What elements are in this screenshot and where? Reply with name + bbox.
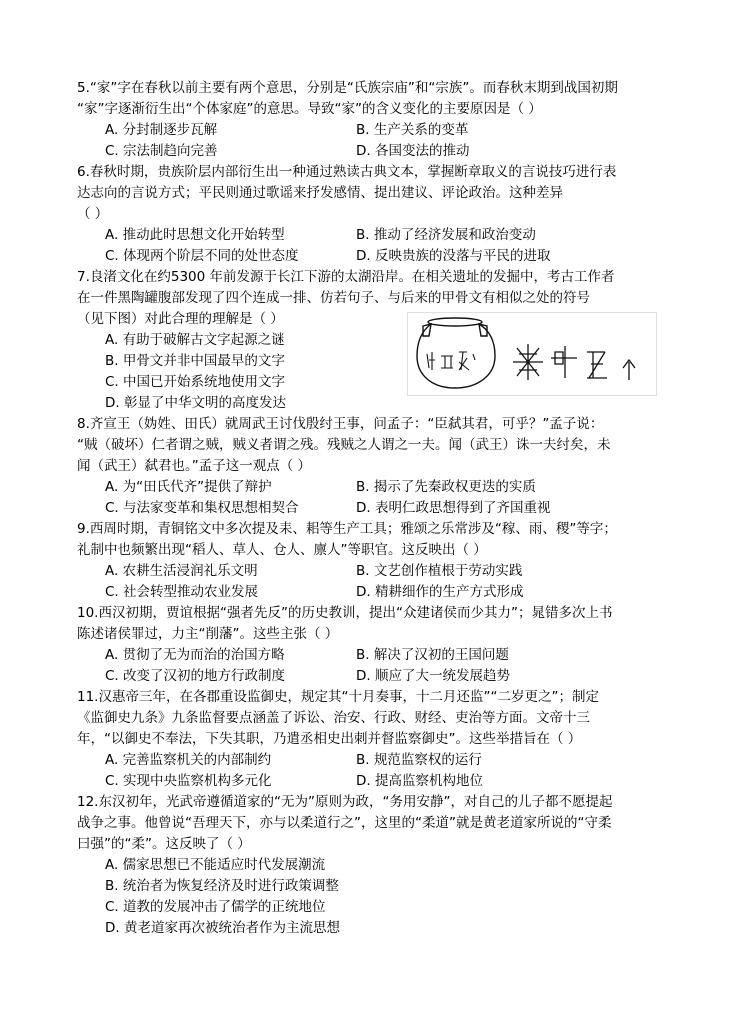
q6-stem-line-3: （ ） <box>77 206 109 222</box>
q9-option-d: D. 精耕细作的生产方式形成 <box>356 584 524 600</box>
q12-option-b: B. 统治者为恢复经济及时进行政策调整 <box>105 878 339 894</box>
jar-inscription-marks <box>427 352 475 370</box>
q7-option-b: B. 甲骨文并非中国最早的文字 <box>105 353 285 369</box>
q10-option-b: B. 解决了汉初的王国问题 <box>356 647 509 663</box>
q10-stem-line-2: 陈述诸侯罪过，力主“削藩”。这些主张（ ） <box>77 626 339 642</box>
q10-option-c: C. 改变了汉初的地方行政制度 <box>105 668 286 684</box>
q6-option-c: C. 体现两个阶层不同的处世态度 <box>105 248 299 264</box>
q7-stem-line-2: 在一件黑陶罐腹部发现了四个连成一排、仿若句子、与后来的甲骨文有相似之处的符号 <box>77 290 590 306</box>
q12-stem-line-1: 12.东汉初年，光武帝遵循道家的“无为”原则为政，“务用安静”，对自己的儿子都不愿提起 <box>77 794 613 810</box>
q11-stem-line-1: 11.汉惠帝三年，在各郡重设监御史，规定其“十月奏事，十二月还监”“二岁更之”；制定 <box>77 689 599 705</box>
q9-option-a: A. 农耕生活浸润礼乐文明 <box>105 563 258 579</box>
q9-stem-line-2: 礼制中也频繁出现“稻人、草人、仓人、廪人”等职官。这反映出（ ） <box>77 542 487 558</box>
q11-option-c: C. 实现中央监察机构多元化 <box>105 773 272 789</box>
pottery-jar-drawing <box>417 318 495 388</box>
pottery-jar-symbols-figure <box>407 312 657 396</box>
q6-option-d: D. 反映贵族的没落与平民的进取 <box>356 248 551 264</box>
q7-stem-line-1: 7.良渚文化在约5300 年前发源于长江下游的太湖沿岸。在相关遗址的发掘中，考古工作者 <box>77 269 615 285</box>
q8-stem-line-2: “贼（破坏）仁者谓之贼，贼义者谓之残。残贼之人谓之一夫。闻（武王）诛一夫纣矣，未 <box>77 437 611 453</box>
q5-stem-line-1: 5.“家”字在春秋以前主要有两个意思，分别是“氏族宗庙”和“宗族”。而春秋末期到战国初期 <box>77 80 618 96</box>
q6-stem-line-1: 6.春秋时期，贵族阶层内部衍生出一种通过熟读古典文本，掌握断章取义的言说技巧进行表 <box>77 164 617 180</box>
q9-stem-line-1: 9.西周时期，青铜铭文中多次提及耒、耜等生产工具；雅颂之乐常涉及“稼、雨、稷”等字； <box>77 521 617 537</box>
q5-option-a: A. 分封制逐步瓦解 <box>105 122 218 138</box>
q8-stem-line-3: 闻（武王）弑君也。”孟子这一观点（ ） <box>77 458 312 474</box>
q8-option-c: C. 与法家变革和集权思想相契合 <box>105 500 299 516</box>
q5-stem-line-2: “家”字逐渐衍生出“个体家庭”的意思。导致“家”的含义变化的主要原因是（ ） <box>77 101 542 117</box>
q12-stem-line-3: 曰强”的“柔”。这反映了（ ） <box>77 836 251 852</box>
q8-option-b: B. 揭示了先秦政权更迭的实质 <box>356 479 536 495</box>
q10-stem-line-1: 10.西汉初期，贾谊根据“强者先反”的历史教训，提出“众建诸侯而少其力”；晁错多次上书 <box>77 605 613 621</box>
q11-option-a: A. 完善监察机关的内部制约 <box>105 752 272 768</box>
q7-option-d: D. 彰显了中华文明的高度发达 <box>105 395 286 411</box>
q7-option-a: A. 有助于破解古文字起源之谜 <box>105 332 285 348</box>
q7-stem-line-3: （见下图）对此合理的理解是（ ） <box>77 311 284 327</box>
q12-stem-line-2: 战争之事。他曾说“吾理天下，亦与以柔道行之”，这里的“柔道”就是黄老道家所说的“守柔 <box>77 815 612 831</box>
q11-stem-line-2: 《监御史九条》九条监督要点涵盖了诉讼、治安、行政、财经、吏治等方面。文帝十三 <box>77 710 590 726</box>
symbol-star-mesh <box>513 344 543 380</box>
q8-option-a: A. 为“田氏代齐”提供了辩护 <box>105 479 272 495</box>
symbol-field-cross <box>551 346 577 378</box>
symbol-arrow-up <box>623 360 635 380</box>
q5-option-c: C. 宗法制趋向完善 <box>105 143 218 159</box>
q5-option-d: D. 各国变法的推动 <box>356 143 470 159</box>
symbol-z-frame <box>587 352 607 378</box>
q9-option-b: B. 文艺创作植根于劳动实践 <box>356 563 523 579</box>
q10-option-a: A. 贯彻了无为而治的治国方略 <box>105 647 285 663</box>
q8-stem-line-1: 8.齐宣王（妫姓、田氏）就周武王讨伐殷纣王事，问孟子：“臣弑其君，可乎？”孟子说： <box>77 416 604 432</box>
q12-option-a: A. 儒家思想已不能适应时代发展潮流 <box>105 857 326 873</box>
q6-option-b: B. 推动了经济发展和政治变动 <box>356 227 536 243</box>
q8-option-d: D. 表明仁政思想得到了齐国重视 <box>356 500 551 516</box>
q11-option-b: B. 规范监察权的运行 <box>356 752 482 768</box>
q6-option-a: A. 推动此时思想文化开始转型 <box>105 227 285 243</box>
q11-stem-line-3: 年，“以御史不奉法，下失其职，乃遣丞相史出刺并督监察御史”。这些举措旨在（ ） <box>77 731 582 747</box>
q10-option-d: D. 顺应了大一统发展趋势 <box>356 668 510 684</box>
q7-option-c: C. 中国已开始系统地使用文字 <box>105 374 286 390</box>
q6-stem-line-2: 达志向的言说方式；平民则通过歌谣来抒发感情、提出建议、评论政治。这种差异 <box>77 185 563 201</box>
q9-option-c: C. 社会转型推动农业发展 <box>105 584 259 600</box>
q5-option-b: B. 生产关系的变革 <box>356 122 469 138</box>
q11-option-d: D. 提高监察机构地位 <box>356 773 483 789</box>
q12-option-d: D. 黄老道家再次被统治者作为主流思想 <box>105 920 340 936</box>
q12-option-c: C. 道教的发展冲击了儒学的正统地位 <box>105 899 326 915</box>
